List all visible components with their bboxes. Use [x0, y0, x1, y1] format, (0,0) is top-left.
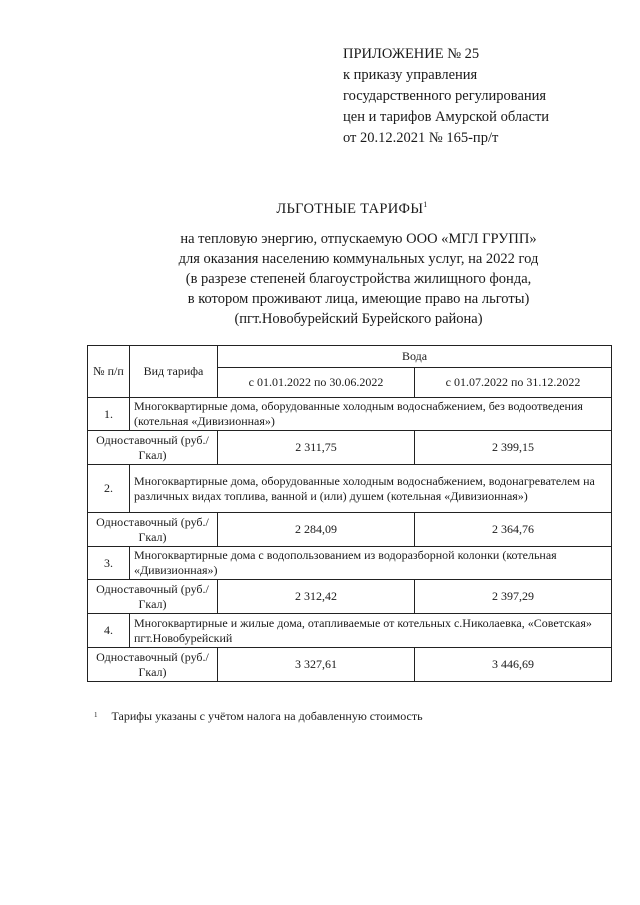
subtitle-line: (в разрезе степеней благоустройства жилищного фонда,: [185, 271, 532, 287]
tariff-value-period-2: 2 397,29: [415, 580, 612, 614]
document-subtitle: [77, 229, 640, 329]
footnote-text: Тарифы указаны с учётом налога на добавленную стоимость: [111, 709, 423, 723]
tariff-value-period-1: 2 284,09: [218, 513, 415, 547]
tariff-value-period-2: 2 399,15: [415, 431, 612, 465]
tariff-label: Одноставочный (руб./Гкал): [88, 580, 218, 614]
table-row: [88, 580, 612, 614]
tariff-label: Одноставочный (руб./Гкал): [88, 648, 218, 682]
table-row: [88, 648, 612, 682]
document-title: [276, 200, 427, 218]
footnote-marker: 1: [94, 711, 98, 719]
tariff-value-period-1: 2 311,75: [218, 431, 415, 465]
header-water: Вода: [218, 346, 612, 368]
row-number: 4.: [88, 614, 130, 648]
row-description: Многоквартирные дома с водопользованием из водоразборной колонки (котельная «Дивизионная»): [130, 547, 612, 580]
header-period-2: с 01.07.2022 по 31.12.2022: [415, 368, 612, 398]
tariff-value-period-2: 2 364,76: [415, 513, 612, 547]
subtitle-line: на тепловую энергию, отпускаемую ООО «МГЛ ГРУПП»: [180, 231, 537, 247]
footnote: [94, 709, 423, 724]
appendix-title: ПРИЛОЖЕНИЕ № 25: [343, 46, 480, 62]
header-num: № п/п: [88, 346, 130, 398]
subtitle-line: в котором проживают лица, имеющие право на льготы): [187, 291, 530, 307]
footnote-marker: 1: [423, 200, 428, 209]
table-row: [88, 513, 612, 547]
tariff-value-period-1: 2 312,42: [218, 580, 415, 614]
table-row: [88, 614, 612, 648]
appendix-line: к приказу управления: [343, 67, 478, 83]
tariff-label: Одноставочный (руб./Гкал): [88, 513, 218, 547]
tariff-value-period-1: 3 327,61: [218, 648, 415, 682]
row-number: 2.: [88, 465, 130, 513]
tariff-value-period-2: 3 446,69: [415, 648, 612, 682]
table-header-row: [88, 346, 612, 368]
appendix-line: государственного регулирования: [343, 88, 547, 104]
header-tariff-type: Вид тарифа: [130, 346, 218, 398]
row-description: Многоквартирные дома, оборудованные холодным водоснабжением, водонагревателем на различных видах топлива, ванной и (или) душем (котельная «Дивизионная»): [130, 465, 612, 513]
tariff-label: Одноставочный (руб./Гкал): [88, 431, 218, 465]
table-row: [88, 547, 612, 580]
subtitle-line: для оказания населению коммунальных услуг, на 2022 год: [178, 251, 539, 267]
appendix-line: цен и тарифов Амурской области: [343, 109, 550, 125]
tariff-table: [87, 345, 612, 682]
header-period-1: с 01.01.2022 по 30.06.2022: [218, 368, 415, 398]
subtitle-line: (пгт.Новобурейский Бурейского района): [234, 311, 483, 327]
row-description: Многоквартирные и жилые дома, отапливаемые от котельных с.Николаевка, «Советская» пгт.Новобурейский: [130, 614, 612, 648]
table-row: [88, 431, 612, 465]
appendix-block: [343, 44, 603, 149]
row-number: 3.: [88, 547, 130, 580]
row-number: 1.: [88, 398, 130, 431]
table-row: [88, 398, 612, 431]
table-row: [88, 465, 612, 513]
document-title-block: [0, 200, 640, 329]
document-title-text: ЛЬГОТНЫЕ ТАРИФЫ: [276, 201, 424, 217]
row-description: Многоквартирные дома, оборудованные холодным водоснабжением, без водоотведения (котельная «Дивизионная»): [130, 398, 612, 431]
appendix-line: от 20.12.2021 № 165-пр/т: [343, 130, 499, 146]
